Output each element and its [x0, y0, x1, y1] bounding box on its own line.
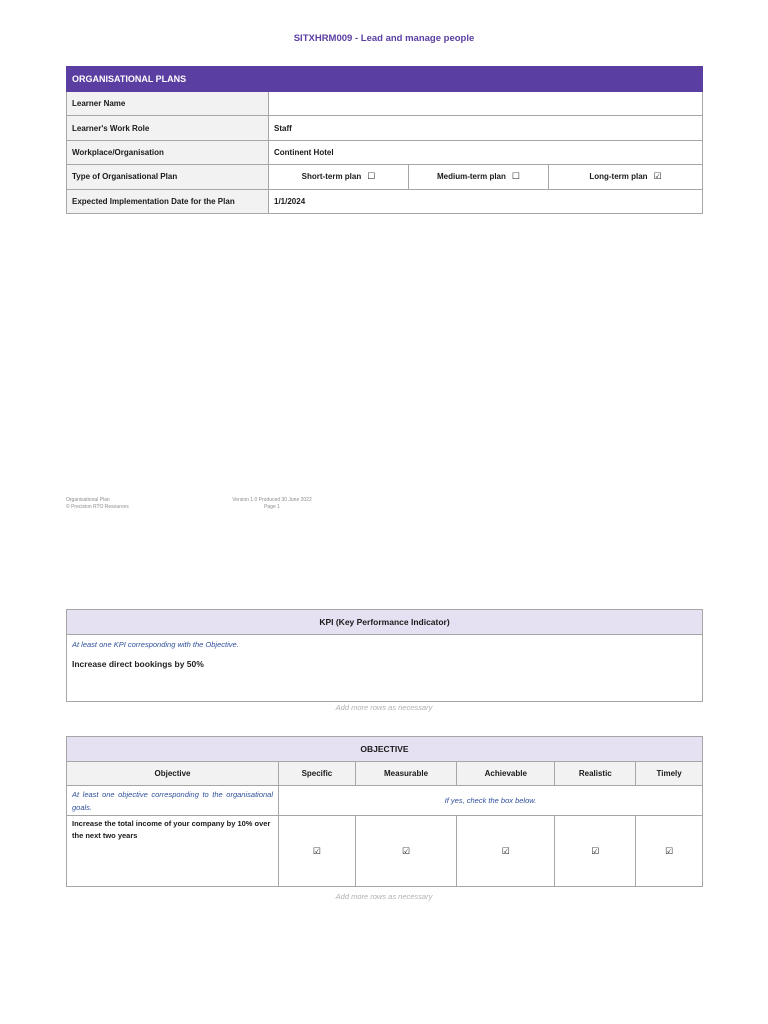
specific-checkbox[interactable]: ☑ [279, 816, 356, 887]
work-role-label: Learner's Work Role [67, 116, 269, 140]
learner-name-field[interactable] [269, 92, 703, 116]
footer-right [226, 497, 318, 511]
workplace-label: Workplace/Organisation [67, 140, 269, 164]
col-achievable: Achievable [457, 762, 555, 786]
implementation-date-label: Expected Implementation Date for the Plan [67, 189, 269, 213]
objective-table [66, 736, 703, 887]
kpi-header: KPI (Key Performance Indicator) [67, 610, 703, 635]
work-role-field[interactable]: Staff [269, 116, 703, 140]
medium-term-checkbox[interactable]: ☐ [511, 171, 520, 182]
timely-checkbox[interactable]: ☑ [636, 816, 703, 887]
short-term-option[interactable] [269, 165, 409, 189]
document-title: SITXHRM009 - Lead and manage people [293, 33, 475, 44]
measurable-checkbox[interactable]: ☑ [355, 816, 456, 887]
kpi-value[interactable]: Increase direct bookings by 50% [72, 659, 204, 669]
kpi-table [66, 609, 703, 702]
objective-header: OBJECTIVE [67, 737, 703, 762]
workplace-field[interactable]: Continent Hotel [269, 140, 703, 164]
medium-term-option[interactable] [409, 165, 549, 189]
footer-left [66, 497, 129, 511]
col-measurable: Measurable [355, 762, 456, 786]
plans-header: ORGANISATIONAL PLANS [67, 67, 703, 92]
medium-term-label: Medium-term plan [437, 172, 506, 182]
implementation-date-field[interactable]: 1/1/2024 [269, 189, 703, 213]
objective-text[interactable]: Increase the total income of your company by 10% over the next two years [67, 816, 279, 887]
achievable-checkbox[interactable]: ☑ [457, 816, 555, 887]
long-term-option[interactable] [549, 165, 703, 189]
kpi-hint: At least one KPI corresponding with the Objective. [72, 640, 239, 649]
check-hint: If yes, check the box below. [279, 786, 703, 816]
col-timely: Timely [636, 762, 703, 786]
plan-type-label: Type of Organisational Plan [67, 165, 269, 189]
footer-page: Page 1 [264, 504, 280, 510]
organisational-plans-table [66, 66, 703, 214]
kpi-cell[interactable] [67, 635, 703, 702]
realistic-checkbox[interactable]: ☑ [555, 816, 636, 887]
short-term-label: Short-term plan [301, 172, 362, 182]
objective-add-rows-note: Add more rows as necessary [335, 892, 433, 901]
col-specific: Specific [279, 762, 356, 786]
col-realistic: Realistic [555, 762, 636, 786]
col-objective: Objective [67, 762, 279, 786]
short-term-checkbox[interactable]: ☐ [367, 171, 376, 182]
footer-doc-name: Organisational Plan [66, 497, 110, 503]
objective-hint: At least one objective corresponding to the organisational goals. [67, 786, 279, 816]
footer-copyright: © Precision RTO Resources [66, 504, 129, 510]
long-term-checkbox[interactable]: ☑ [653, 171, 662, 182]
learner-name-label: Learner Name [67, 92, 269, 116]
kpi-add-rows-note: Add more rows as necessary [335, 703, 433, 712]
long-term-label: Long-term plan [589, 172, 648, 182]
footer-version: Version 1.0 Produced 30 June 2022 [232, 497, 312, 503]
